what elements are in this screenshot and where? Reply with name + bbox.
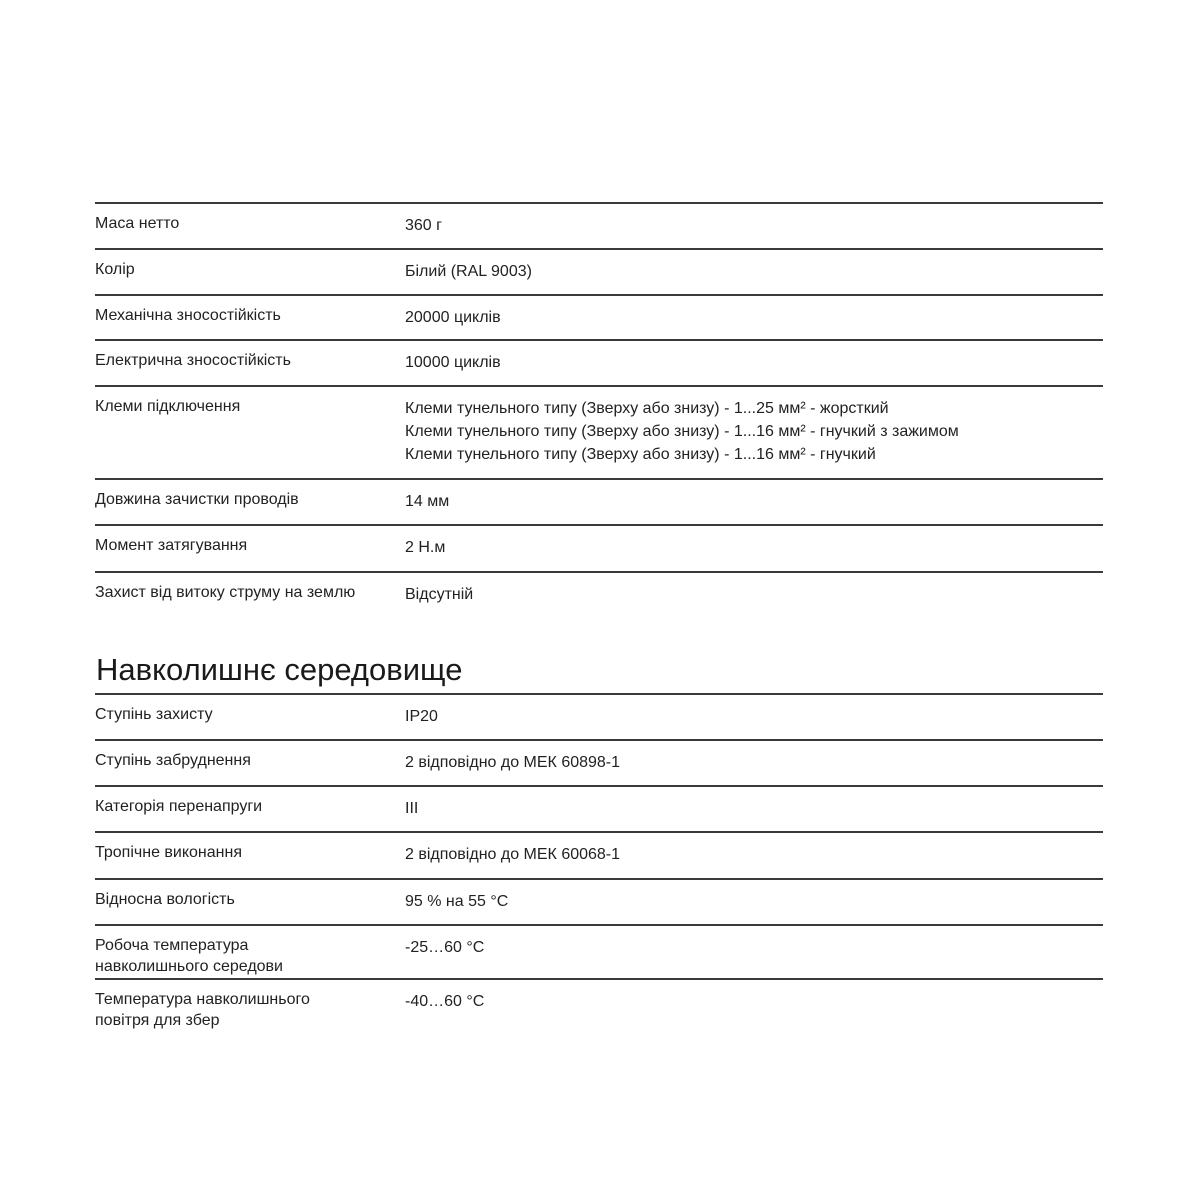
general-specs-table <box>95 202 1103 617</box>
spec-value: Відсутній <box>405 586 474 603</box>
spec-label-line: навколишнього середови <box>95 958 283 975</box>
spec-value: -25…60 °C <box>405 939 485 956</box>
spec-value: 20000 циклів <box>405 309 501 326</box>
spec-row-net-weight <box>95 202 1103 248</box>
spec-value: -40…60 °C <box>405 993 485 1010</box>
spec-label: Ступінь забруднення <box>95 752 251 769</box>
spec-label-multiline <box>95 926 405 978</box>
spec-value-multiline <box>405 387 959 478</box>
spec-row-relative-humidity <box>95 878 1103 924</box>
spec-label-line: Робоча температура <box>95 937 249 954</box>
spec-label: Механічна зносостійкість <box>95 307 281 324</box>
spec-label: Клеми підключення <box>95 398 241 415</box>
spec-label: Відносна вологість <box>95 891 235 908</box>
spec-row-strip-length <box>95 478 1103 524</box>
spec-row-mechanical-durability <box>95 294 1103 339</box>
spec-row-color <box>95 248 1103 294</box>
terminal-spec-line: Клеми тунельного типу (Зверху або знизу) - 1...16 мм² - гнучкий з зажимом <box>405 423 959 440</box>
section-title-environment: Навколишнє середовище <box>96 652 463 687</box>
environment-specs-table <box>95 693 1103 1032</box>
spec-label: Захист від витоку струму на землю <box>95 584 356 601</box>
spec-row-terminals <box>95 385 1103 478</box>
spec-row-tropicalization <box>95 831 1103 878</box>
spec-value: III <box>405 800 419 817</box>
spec-value: 14 мм <box>405 493 450 510</box>
spec-value: 2 Н.м <box>405 539 446 556</box>
spec-value: IP20 <box>405 708 438 725</box>
spec-label: Електрична зносостійкість <box>95 352 291 369</box>
spec-label-line: Температура навколишнього <box>95 991 310 1008</box>
spec-label: Довжина зачистки проводів <box>95 491 299 508</box>
spec-row-earth-leakage <box>95 571 1103 617</box>
terminal-spec-line: Клеми тунельного типу (Зверху або знизу) - 1...25 мм² - жорсткий <box>405 400 889 417</box>
spec-label-multiline <box>95 980 405 1032</box>
spec-row-protection-degree <box>95 693 1103 739</box>
spec-row-storage-temperature <box>95 978 1103 1032</box>
spec-value: 10000 циклів <box>405 354 501 371</box>
spec-row-pollution-degree <box>95 739 1103 785</box>
spec-row-electrical-durability <box>95 339 1103 385</box>
spec-label: Тропічне виконання <box>95 844 242 861</box>
spec-label: Ступінь захисту <box>95 706 213 723</box>
spec-value: Білий (RAL 9003) <box>405 263 532 280</box>
spec-value: 2 відповідно до МЕК 60068-1 <box>405 846 621 863</box>
spec-value: 95 % на 55 °C <box>405 893 509 910</box>
spec-label: Категорія перенапруги <box>95 798 263 815</box>
spec-label: Момент затягування <box>95 537 248 554</box>
terminal-spec-line: Клеми тунельного типу (Зверху або знизу) - 1...16 мм² - гнучкий <box>405 446 876 463</box>
spec-row-tightening-torque <box>95 524 1103 571</box>
spec-value: 2 відповідно до МЕК 60898-1 <box>405 754 621 771</box>
spec-row-overvoltage-category <box>95 785 1103 831</box>
spec-row-operating-temperature <box>95 924 1103 978</box>
spec-label-line: повітря для збер <box>95 1012 220 1029</box>
spec-value: 360 г <box>405 217 442 234</box>
spec-label: Колір <box>95 261 135 278</box>
spec-label: Маса нетто <box>95 215 180 232</box>
